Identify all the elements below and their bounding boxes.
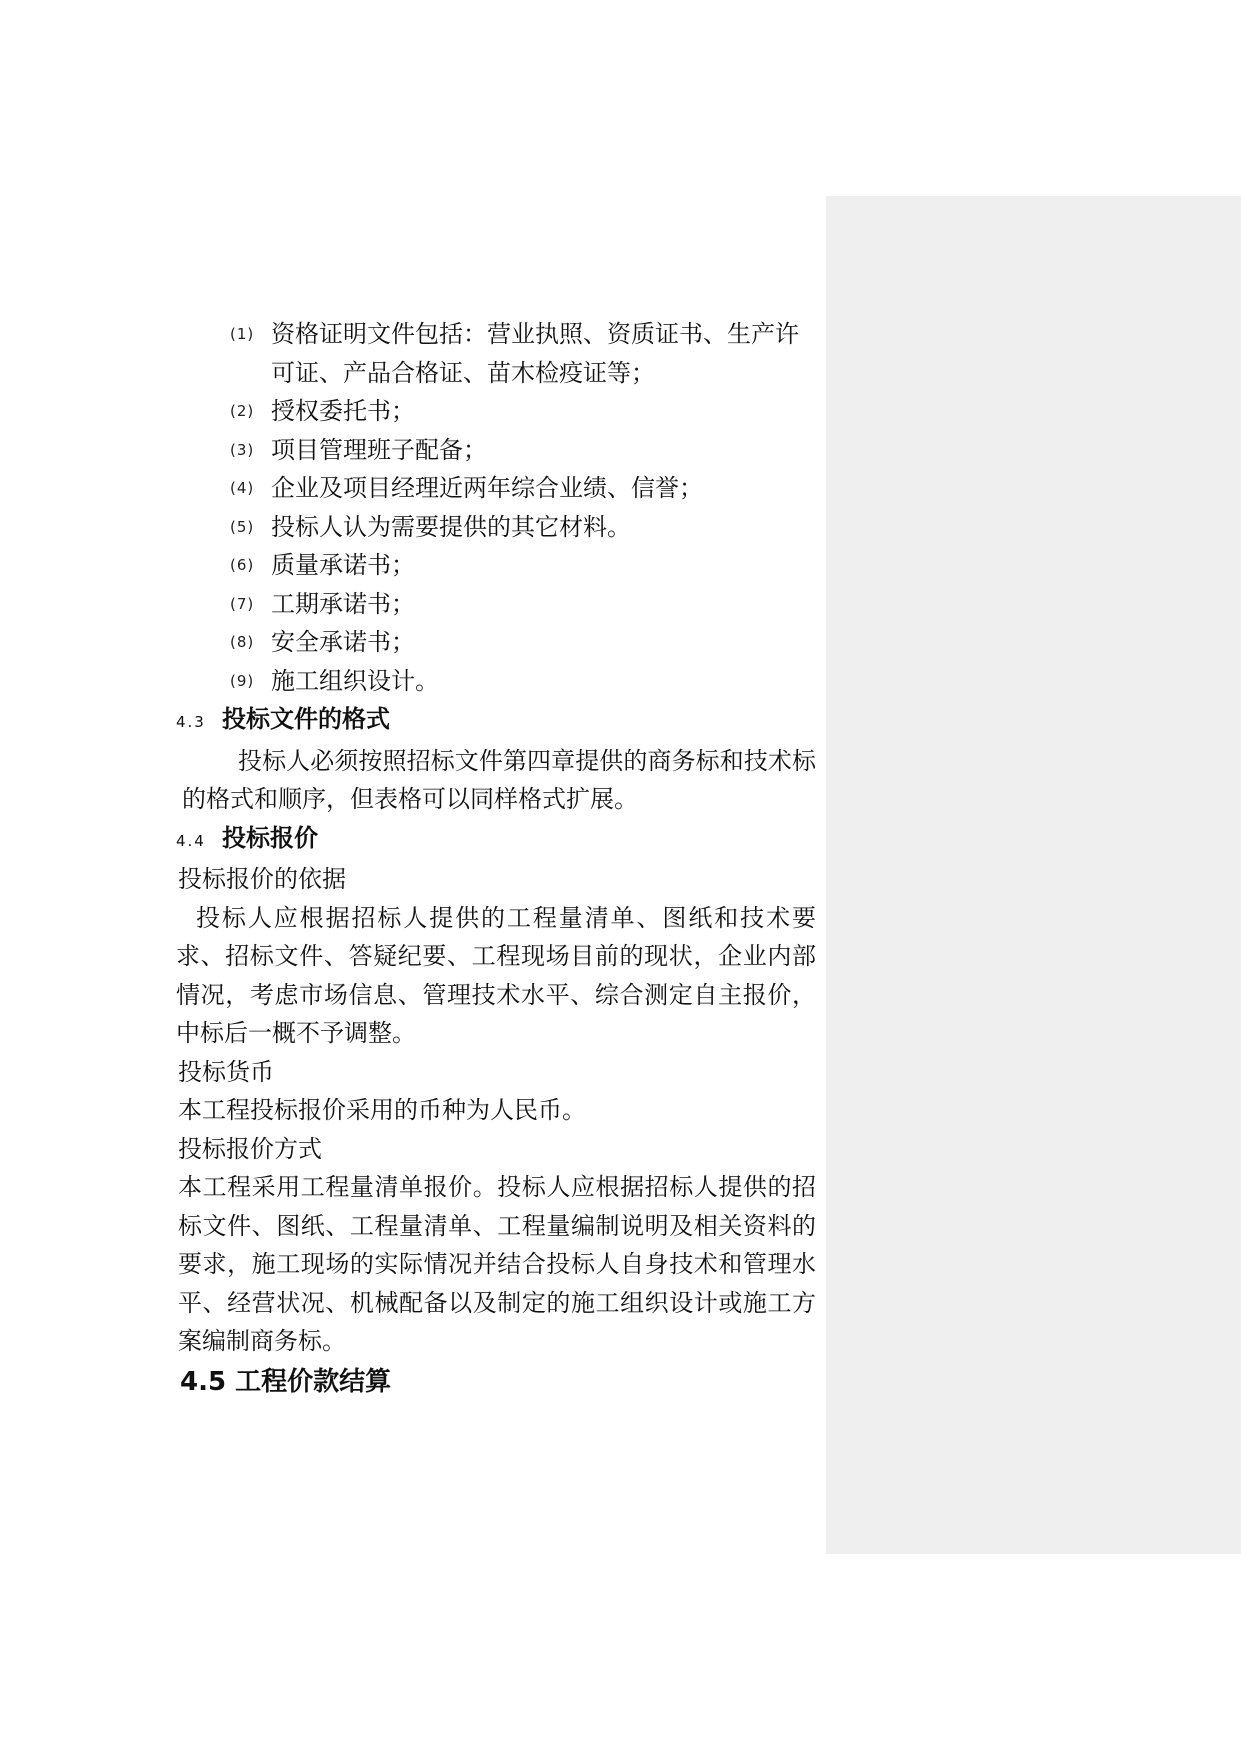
list-item-text: 施工组织设计。 xyxy=(271,666,439,695)
list-item-number: (3) xyxy=(230,440,255,459)
list-item xyxy=(176,392,816,431)
list-item-number: (1) xyxy=(230,325,255,343)
document-body xyxy=(176,315,816,1403)
list-item-text: 企业及项目经理近两年综合业绩、信誉； xyxy=(271,474,703,502)
list-item-number: (8) xyxy=(230,633,255,651)
section-4-4-heading xyxy=(176,819,816,861)
section-number: 4.4 xyxy=(176,831,206,850)
section-title: 投标文件的格式 xyxy=(222,705,390,733)
list-item xyxy=(176,469,816,508)
list-item-number: (5) xyxy=(230,517,255,536)
list-item xyxy=(176,315,816,392)
list-item xyxy=(176,546,816,585)
list-item-text: 授权委托书； xyxy=(271,397,415,425)
list-item xyxy=(176,508,816,547)
list-item-number: (7) xyxy=(230,594,255,613)
list-item xyxy=(176,585,816,624)
list-item-text: 质量承诺书； xyxy=(271,551,415,579)
subsection-title: 投标货币 xyxy=(178,1057,274,1086)
list-item xyxy=(176,623,816,662)
list-item-number: (4) xyxy=(230,479,255,497)
list-item-text: 投标人认为需要提供的其它材料。 xyxy=(271,512,631,541)
subsection-body: 本工程采用工程量清单报价。投标人应根据招标人提供的招标文件、图纸、工程量清单、工程量编制说明及相关资料的要求，施工现场的实际情况并结合投标人自身技术和管理水平、经营状况、机械配备以及制定的施工组织设计或施工方案编制商务标。 xyxy=(178,1173,816,1355)
list-item-number: (6) xyxy=(230,556,255,574)
section-4-3-heading xyxy=(176,700,816,742)
section-number: 4.3 xyxy=(176,713,206,731)
list-item-text: 工期承诺书； xyxy=(271,589,415,618)
comment-pane xyxy=(826,196,1241,1554)
list-item-number: (9) xyxy=(230,671,255,690)
list-item-text: 资格证明文件包括：营业执照、资质证书、生产许可证、产品合格证、苗木检疫证等； xyxy=(271,320,799,387)
list-item xyxy=(176,431,816,470)
list-item-text: 项目管理班子配备； xyxy=(271,435,487,464)
list-item xyxy=(176,662,816,701)
subsection-title: 投标报价的依据 xyxy=(178,865,346,893)
subsection-title: 投标报价方式 xyxy=(178,1134,322,1163)
section-4-3-body: 投标人必须按照招标文件第四章提供的商务标和技术标的格式和顺序，但表格可以同样格式扩展。 xyxy=(182,746,816,813)
section-title: 投标报价 xyxy=(222,823,318,852)
list-item-text: 安全承诺书； xyxy=(271,628,415,656)
list-item-number: (2) xyxy=(230,402,255,420)
subsection-body: 本工程投标报价采用的币种为人民币。 xyxy=(178,1096,586,1124)
qualification-list xyxy=(176,315,816,700)
section-4-5-heading: 4.5 工程价款结算 xyxy=(180,1366,392,1397)
subsection-body: 投标人应根据招标人提供的工程量清单、图纸和技术要求、招标文件、答疑纪要、工程现场目前的现状，企业内部情况，考虑市场信息、管理技术水平、综合测定自主报价，中标后一概不予调整。 xyxy=(176,903,816,1047)
